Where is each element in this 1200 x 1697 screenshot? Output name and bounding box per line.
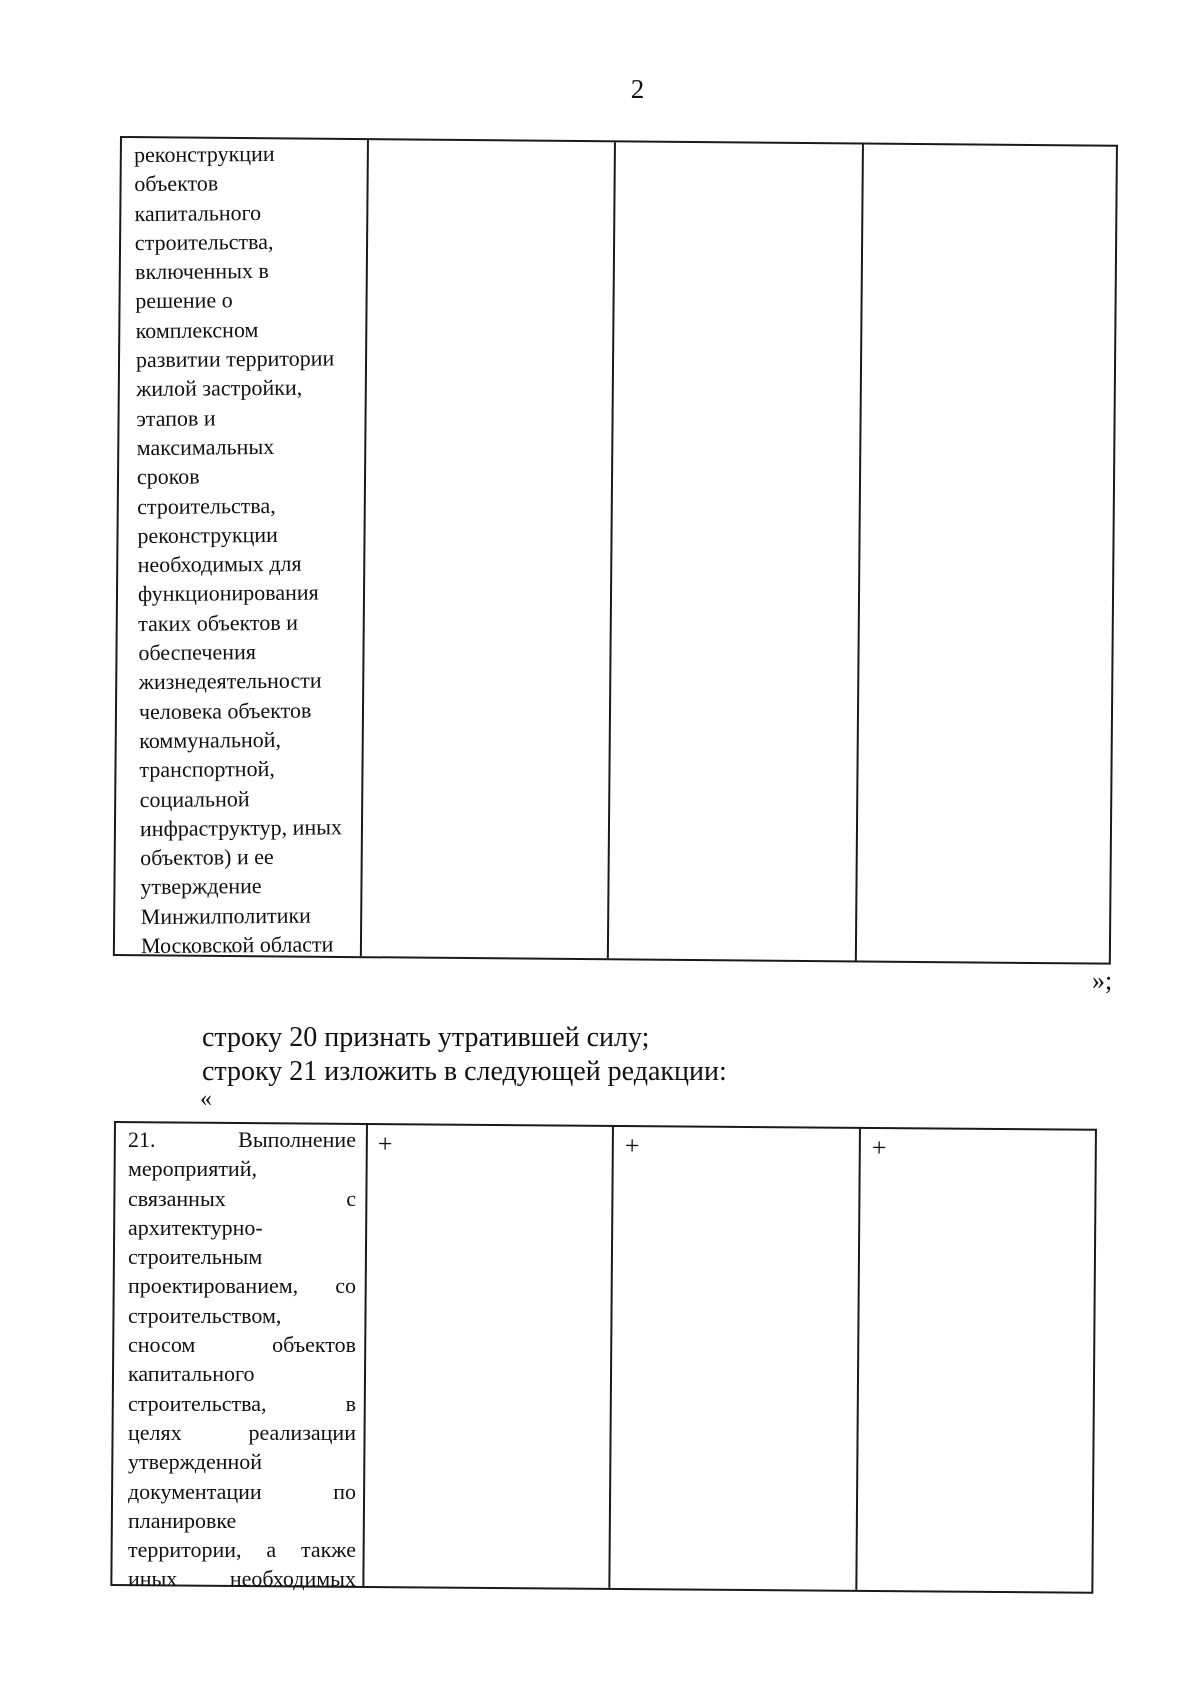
cell-plus-col2: + [377,1129,393,1159]
cell-text-line: социальной [139,785,250,812]
cell-text-line: утвержденной [127,1449,263,1475]
cell-text-line: капитального [127,1361,255,1387]
cell-text-line: планировке [127,1507,237,1533]
cell-text-line: человека объектов [138,697,312,724]
table-cell-description [128,1125,356,1594]
cell-text-line: связанных с [127,1185,356,1211]
cell-text-line: Минжилполитики [140,902,311,929]
cell-text-line: Московской области [140,931,334,959]
cell-text-line: коммунальной, [139,726,282,754]
closing-quote: »; [1092,966,1113,995]
cell-text-line: сносом объектов [127,1332,356,1358]
cell-text-line: функционирования [137,579,319,607]
table-column-divider [607,142,616,958]
cell-text-line: транспортной, [139,756,275,783]
table-column-divider [362,1125,368,1586]
cell-text-line: объектов [134,170,219,197]
cell-text-line: этапов и [136,405,216,431]
cell-text-line: обеспечения [138,639,257,666]
table-column-divider [855,144,864,960]
table-row-21 [110,1121,1097,1594]
cell-text-line: включенных в [135,258,269,285]
table-continued-row [113,136,1118,965]
table-column-divider [855,1129,861,1590]
cell-text-line: строительством, [127,1302,282,1328]
table-cell-description [134,138,369,960]
cell-text-line: строительства, [137,492,276,519]
table-column-divider [608,1127,614,1588]
cell-text-line: капитального [134,199,262,226]
cell-text-line: жилой застройки, [136,375,303,402]
cell-text-line: решение о [135,287,233,314]
cell-text-line: необходимых для [137,550,302,578]
cell-plus-col4: + [871,1132,887,1163]
cell-text-line: объектов) и ее [140,844,274,871]
cell-text-line: строительным [127,1244,263,1270]
cell-text-line: сроков [136,463,200,490]
paragraph-row-20: строку 20 признать утратившей силу; [202,1022,650,1053]
cell-text-line: территории, а также [127,1537,356,1563]
cell-text-line: целях реализации [127,1420,356,1446]
cell-text-line: строительства, в [127,1390,356,1416]
cell-text-line: реконструкции [137,521,279,548]
cell-text-line: строительства, [134,228,274,256]
cell-text-line: реконструкции [133,140,275,168]
cell-text-line: инфраструктур, иных [139,814,343,841]
cell-plus-col3: + [624,1131,640,1161]
cell-text-line: иных необходимых [127,1566,356,1592]
cell-text-line: таких объектов и [138,609,299,636]
cell-text-line: утверждение [140,873,262,900]
cell-text-line: комплексном [135,316,259,343]
cell-text-line: документации по [127,1478,356,1504]
paragraph-row-21: строку 21 изложить в следующей редакции: [202,1056,727,1087]
cell-text-line: мероприятий, [127,1156,257,1182]
cell-text-line: жизнедеятельности [138,667,322,695]
opening-quote: « [200,1086,212,1112]
cell-text-line: 21. Выполнение [127,1127,356,1153]
cell-text-line: развитии территории [135,345,335,373]
cell-text-line: архитектурно- [127,1215,263,1241]
cell-text-line: проектированием, со [127,1273,356,1299]
cell-text-line: максимальных [136,433,275,461]
page-number: 2 [630,74,645,104]
